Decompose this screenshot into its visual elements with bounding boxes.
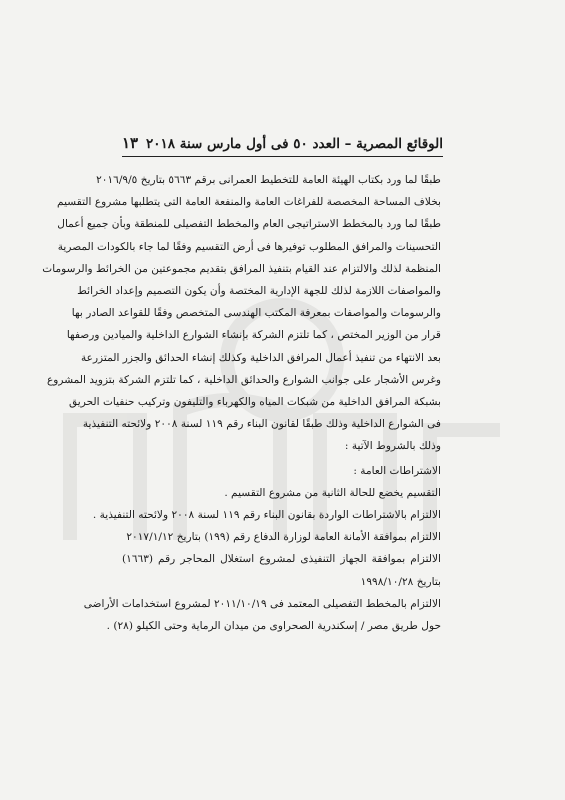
header-divider — [122, 156, 443, 157]
paragraph-line: المنظمة لذلك والالتزام عند القيام بتنفيذ المرافق بتقديم مجموعتين من الخرائط والرسومات — [42, 262, 441, 275]
condition-line: الالتزام بالاشتراطات الواردة بقانون البناء رقم ١١٩ لسنة ٢٠٠٨ ولائحته التنفيذية . — [92, 509, 441, 522]
page-header — [122, 130, 443, 152]
conditions-list — [83, 482, 441, 637]
paragraph-line: التحسينات والمرافق المطلوب توفيرها فى أرض التقسيم وفقًا لما جاء بالكودات المصرية — [57, 240, 441, 253]
paragraph-line: وذلك بالشروط الآتية : — [344, 440, 441, 453]
page-number: ١٣ — [122, 134, 139, 152]
paragraph-line: فى الشوارع الداخلية وذلك طبقًا لقانون البناء رقم ١١٩ لسنة ٢٠٠٨ ولائحته التنفيذية — [82, 418, 441, 431]
document-body — [42, 169, 441, 637]
paragraph-line: بعد الانتهاء من تنفيذ أعمال المرافق الداخلية وكذلك إنشاء الحدائق والجزر المتزرعة — [80, 351, 441, 364]
condition-line: الالتزام بالمخطط التفصيلى المعتمد فى ٢٠١١/١٠/١٩ لمشروع استخدامات الأراضى — [83, 597, 441, 610]
condition-line: حول طريق مصر / إسكندرية الصحراوى من ميدان الرماية وحتى الكيلو (٢٨) . — [106, 620, 441, 633]
condition-line: بتاريخ ١٩٩٨/١٠/٢٨ — [360, 575, 441, 588]
paragraph-line: والمواصفات اللازمة لذلك للجهة الإدارية المختصة وأن يكون التصميم وإعداد الخرائط — [77, 285, 441, 298]
paragraph-line: قرار من الوزير المختص ، كما تلتزم الشركة بإنشاء الشوارع الداخلية والميادين ورصفها — [66, 329, 441, 342]
paragraph-line: طبقًا لما ورد بالمخطط الاستراتيجى العام والمخطط التفصيلى للمنطقة وبأن جميع أعمال — [57, 218, 441, 231]
section-title: الاشتراطات العامة : — [353, 464, 441, 477]
main-paragraph — [42, 169, 441, 458]
paragraph-line: بشبكة المرافق الداخلية من شبكات المياه والكهرباء والتليفون وتركيب حنفيات الحريق — [68, 396, 441, 409]
condition-item — [122, 482, 441, 504]
condition-item — [83, 593, 441, 637]
condition-line: الالتزام بموافقة الأمانة العامة لوزارة الدفاع رقم (١٩٩) بتاريخ ٢٠١٧/١/١٢ — [126, 531, 441, 544]
condition-item — [92, 504, 441, 526]
condition-line: التقسيم يخضع للحالة الثانية من مشروع التقسيم . — [224, 486, 441, 499]
condition-item — [122, 526, 441, 548]
paragraph-line: وغرس الأشجار على جوانب الشوارع والحدائق الداخلية ، كما تلتزم الشركة بتزويد المشروع — [46, 373, 441, 386]
condition-line: الالتزام بموافقة الجهاز التنفيذى لمشروع استغلال المحاجر رقم (١٦٦٣) — [122, 553, 441, 566]
paragraph-line: والرسومات والمواصفات بمعرفة المكتب الهندسى المتخصص وفقًا للقواعد الصادر بها — [71, 307, 441, 320]
condition-item — [122, 548, 441, 592]
paragraph-line: طبقًا لما ورد بكتاب الهيئة العامة للتخطيط العمرانى برقم ٥٦٦٣ بتاريخ ٢٠١٦/٩/٥ — [96, 174, 441, 186]
paragraph-line: بخلاف المساحة المخصصة للفراغات العامة والمنفعة العامة التى يتطلبها مشروع التقسيم — [57, 196, 441, 209]
publication-title: الوقائع المصرية – العدد ٥٠ فى أول مارس سنة ٢٠١٨ — [146, 136, 443, 152]
